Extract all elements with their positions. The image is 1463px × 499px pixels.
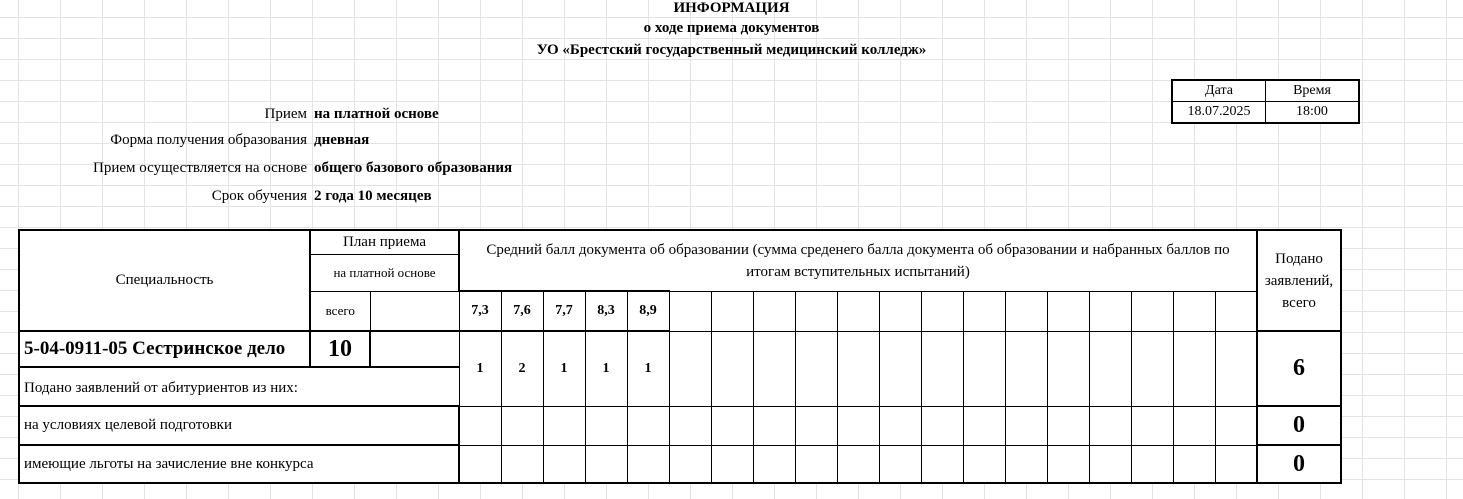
- date-value: 18.07.2025: [1172, 102, 1266, 124]
- institution-name: УО «Брестский государственный медицинский колледж»: [536, 42, 927, 58]
- col-submitted-header: Подано заявлений, всего: [1257, 230, 1341, 331]
- score-count: 1: [627, 331, 669, 406]
- row-submitted-label: Подано заявлений от абитуриентов из них:: [19, 367, 459, 406]
- target-total-value: 0: [1257, 406, 1341, 445]
- benefits-total-value: 0: [1257, 445, 1341, 483]
- score-count: 1: [585, 331, 627, 406]
- info-label-duration: Срок обучения: [211, 188, 307, 204]
- plan-empty-cell: [370, 331, 459, 367]
- info-label-form: Форма получения образования: [110, 132, 307, 148]
- date-label: Дата: [1172, 80, 1266, 102]
- score-header: 7,6: [501, 291, 543, 331]
- score-header: 7,7: [543, 291, 585, 331]
- col-plan-header: План приема: [310, 230, 459, 254]
- document-subtitle: о ходе приема документов: [643, 20, 820, 36]
- admission-table: [18, 229, 1342, 484]
- datetime-table: [1171, 79, 1360, 124]
- col-specialty-header: Специальность: [19, 230, 310, 331]
- info-value-duration: 2 года 10 месяцев: [314, 188, 432, 204]
- score-header: 8,9: [627, 291, 669, 331]
- document-title: ИНФОРМАЦИЯ: [673, 0, 790, 16]
- score-count: 1: [543, 331, 585, 406]
- score-header: 7,3: [459, 291, 501, 331]
- info-value-admission: на платной основе: [314, 106, 439, 122]
- score-header: 8,3: [585, 291, 627, 331]
- specialty-name: 5-04-0911-05 Сестринское дело: [19, 331, 310, 367]
- col-plan-empty-header: [370, 291, 459, 331]
- time-value: 18:00: [1266, 102, 1360, 124]
- col-plan-total-header: всего: [310, 291, 370, 331]
- col-avg-header: Средний балл документа об образовании (сумма среденего балла документа об образовании и набранных баллов по итогам вступительных испытаний): [459, 230, 1257, 291]
- time-label: Время: [1266, 80, 1360, 102]
- row-target-label: на условиях целевой подготовки: [19, 406, 459, 445]
- info-label-basis: Прием осуществляется на основе: [92, 160, 307, 176]
- score-count: 2: [501, 331, 543, 406]
- info-value-form: дневная: [314, 132, 370, 148]
- row-benefits-label: имеющие льготы на зачисление вне конкурса: [19, 445, 459, 483]
- col-plan-sub-header: на платной основе: [310, 254, 459, 291]
- score-count: 1: [459, 331, 501, 406]
- plan-total-value: 10: [310, 331, 370, 367]
- submitted-total-value: 6: [1257, 331, 1341, 406]
- info-value-basis: общего базового образования: [314, 160, 513, 176]
- info-label-admission: Прием: [264, 106, 307, 122]
